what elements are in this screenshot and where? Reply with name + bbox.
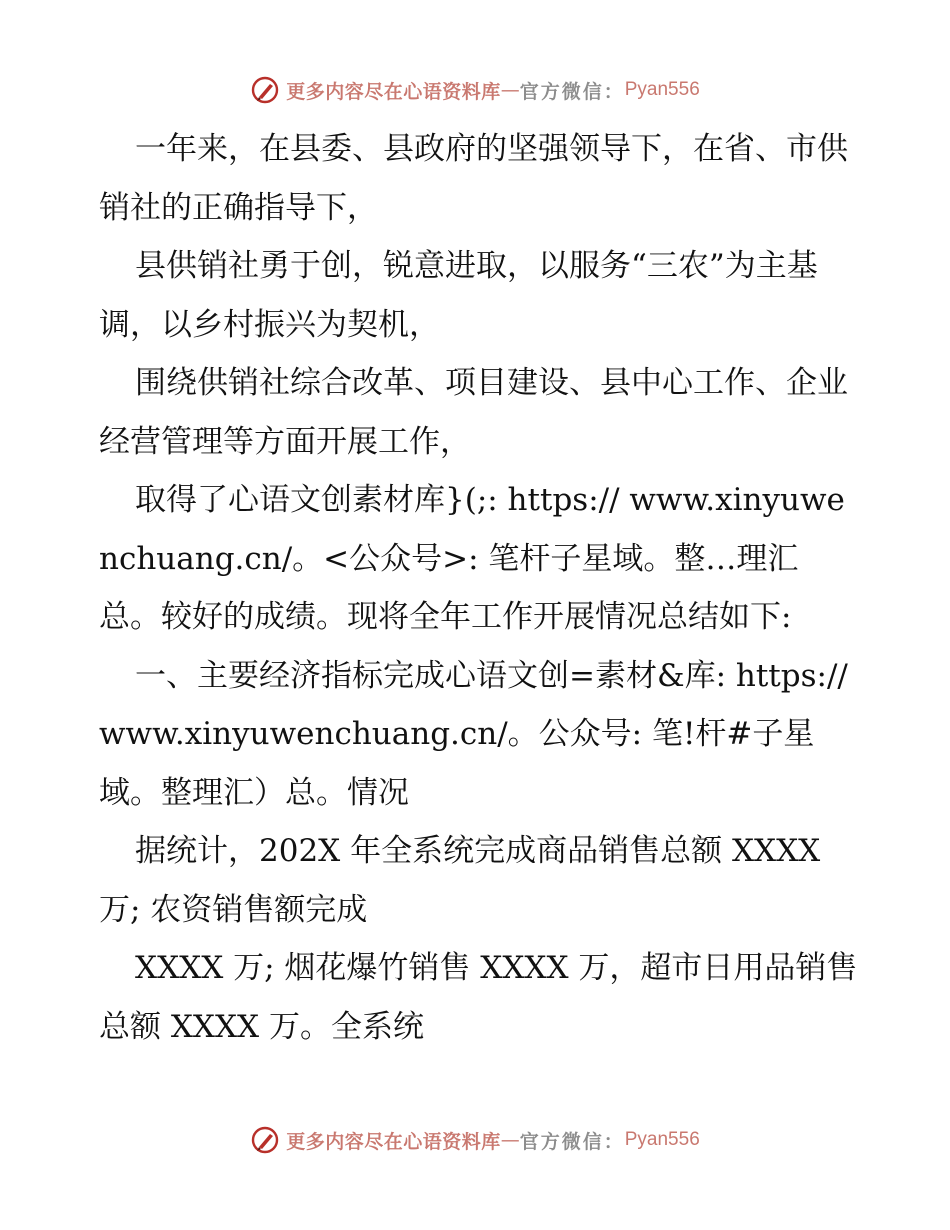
paragraph: XXXX 万; 烟花爆竹销售 XXXX 万，超市日用品销售总额 XXXX 万。全系统 — [99, 950, 858, 1045]
quill-logo-icon — [250, 1125, 280, 1155]
paragraph: 围绕供销社综合改革、项目建设、县中心工作、企业经营管理等方面开展工作， — [99, 365, 848, 460]
paragraph: 取得了心语文创素材库}(;: https:// www.xinyuwenchuang.cn/。<公众号>: 笔杆子星域。整…理汇总。较好的成绩。现将全年工作开展情况总结如下: — [99, 482, 845, 635]
footer-brand-text: 更多内容尽在心语资料库 — [286, 1130, 501, 1153]
document-body — [99, 120, 859, 1056]
header-wechat-id: Pyan556 — [624, 79, 700, 100]
footer-separator: — — [500, 1129, 520, 1151]
footer-wechat-id: Pyan556 — [624, 1129, 700, 1150]
paragraph: 一、主要经济指标完成心语文创=素材&库: https://www.xinyuwenchuang.cn/。公众号: 笔!杆#子星域。整理汇）总。情况 — [99, 657, 848, 811]
header-separator: — — [500, 79, 520, 101]
footer-banner — [0, 1120, 950, 1160]
paragraph: 县供销社勇于创，锐意进取，以服务“三农”为主基调，以乡村振兴为契机， — [99, 248, 818, 343]
footer-wechat-label: 官方微信： — [519, 1130, 625, 1153]
paragraph: 据统计，202X 年全系统完成商品销售总额 XXXX 万; 农资销售额完成 — [99, 833, 821, 928]
header-wechat-label: 官方微信： — [519, 80, 625, 103]
header-brand-text: 更多内容尽在心语资料库 — [286, 80, 501, 103]
paragraph: 一年来，在县委、县政府的坚强领导下，在省、市供销社的正确指导下， — [99, 131, 848, 226]
header-banner — [0, 70, 950, 110]
quill-logo-icon — [250, 75, 280, 105]
